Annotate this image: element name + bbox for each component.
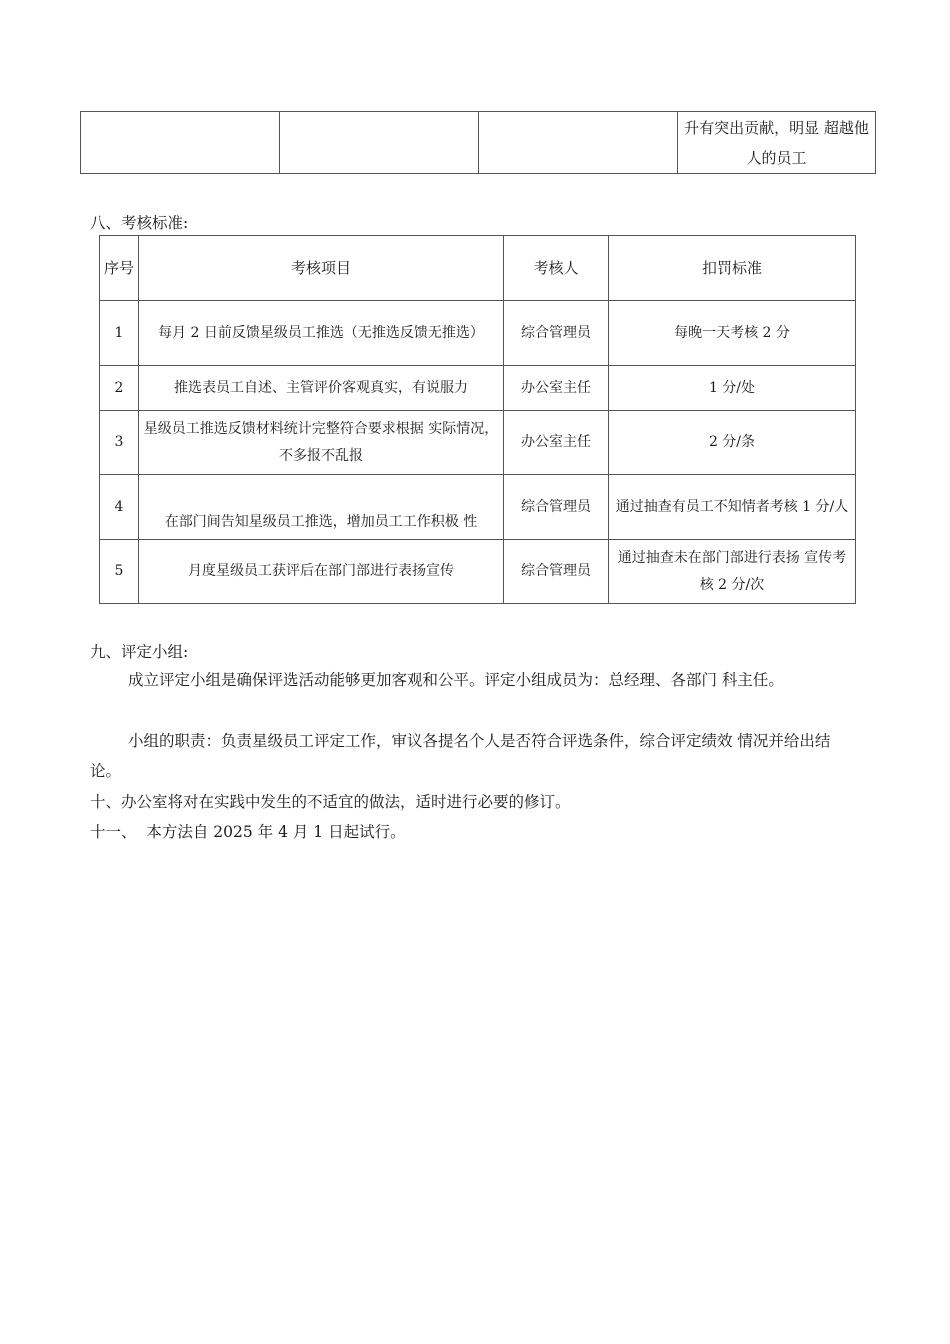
table-row	[100, 540, 856, 604]
table-cell	[81, 112, 280, 174]
paragraph-duties: 小组的职责：负责星级员工评定工作，审议各提名个人是否符合评选条件，综合评定绩效 情况并给出结论。	[90, 732, 831, 780]
table-cell	[280, 112, 479, 174]
row-penalty: 通过抽查未在部门部进行表扬 宣传考核 2 分/次	[609, 540, 856, 604]
row-item: 月度星级员工获评后在部门部进行表扬宣传	[139, 540, 504, 604]
row-item: 推选表员工自述、主管评价客观真实，有说服力	[139, 366, 504, 411]
section-10-text: 十、办公室将对在实践中发生的不适宜的做法，适时进行必要的修订。	[90, 793, 571, 811]
row-assessor: 综合管理员	[504, 475, 609, 540]
continuation-table	[80, 111, 876, 174]
row-item	[139, 475, 504, 540]
row-penalty: 1 分/处	[609, 366, 856, 411]
table-row	[100, 301, 856, 366]
row-item: 每月 2 日前反馈星级员工推选（无推选反馈无推选）	[139, 301, 504, 366]
row-seq: 1	[100, 301, 139, 366]
table-header-row	[100, 236, 856, 301]
paragraph-committee: 成立评定小组是确保评选活动能够更加客观和公平。评定小组成员为：总经理、各部门 科主任。	[128, 671, 784, 689]
table-row	[100, 411, 856, 475]
header-item: 考核项目	[139, 236, 504, 301]
header-assessor: 考核人	[504, 236, 609, 301]
section-heading-8: 八、考核标准:	[90, 214, 189, 232]
row-assessor: 综合管理员	[504, 540, 609, 604]
table-row	[100, 475, 856, 540]
row-assessor: 办公室主任	[504, 366, 609, 411]
row-seq: 2	[100, 366, 139, 411]
table-cell: 升有突出贡献，明显 超越他人的员工	[678, 112, 876, 174]
table-row	[81, 112, 876, 174]
row-item-text: 在部门间告知星级员工推选，增加员工工作积极 性	[164, 514, 478, 530]
table-row	[100, 366, 856, 411]
section-heading-9: 九、评定小组:	[90, 643, 189, 661]
row-seq: 4	[100, 475, 139, 540]
table-cell	[479, 112, 678, 174]
row-seq: 3	[100, 411, 139, 475]
header-penalty: 扣罚标准	[609, 236, 856, 301]
assessment-criteria-table	[99, 235, 856, 604]
header-seq: 序号	[100, 236, 139, 301]
section-11-text: 十一、 本方法自 2025 年 4 月 1 日起试行。	[90, 823, 406, 841]
row-penalty: 2 分/条	[609, 411, 856, 475]
row-assessor: 综合管理员	[504, 301, 609, 366]
row-seq: 5	[100, 540, 139, 604]
row-item: 星级员工推选反馈材料统计完整符合要求根据 实际情况，不多报不乱报	[139, 411, 504, 475]
row-assessor: 办公室主任	[504, 411, 609, 475]
row-penalty: 每晚一天考核 2 分	[609, 301, 856, 366]
row-penalty: 通过抽查有员工不知情者考核 1 分/人	[609, 475, 856, 540]
